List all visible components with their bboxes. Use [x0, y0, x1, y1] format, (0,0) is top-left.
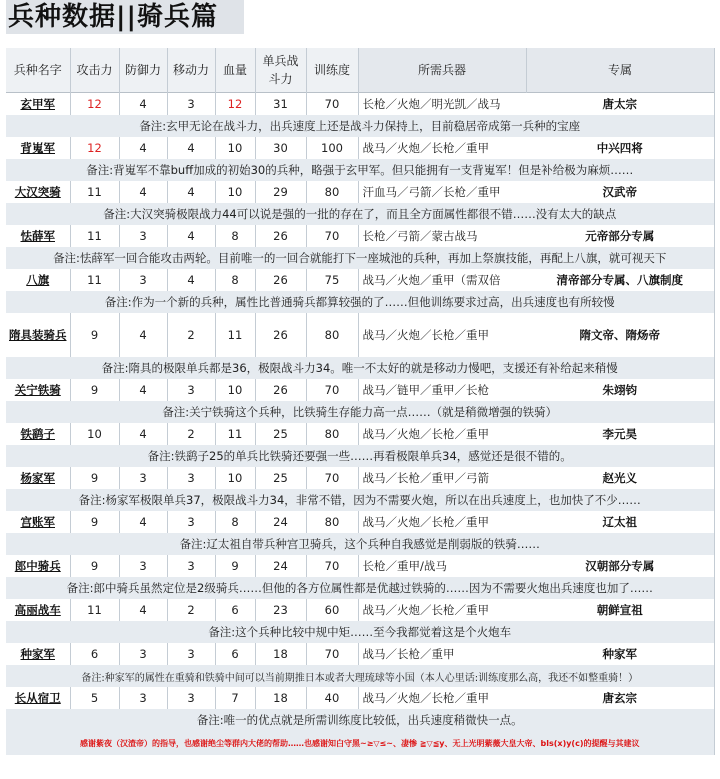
defense-value: 3	[119, 555, 167, 577]
header-mobility: 移动力	[167, 48, 215, 93]
training-value: 60	[306, 599, 358, 621]
hp-value: 8	[215, 511, 255, 533]
exclusive-value: 李元昊	[526, 423, 714, 445]
unit-note: 备注:背嵬军不靠buff加成的初始30的兵种，略强于玄甲军。但只能拥有一支背嵬军！但是补给极为麻烦……	[6, 159, 714, 181]
training-value: 70	[306, 555, 358, 577]
note-row	[6, 247, 714, 269]
defense-value: 4	[119, 379, 167, 401]
attack-value: 9	[70, 313, 119, 357]
training-value: 75	[306, 269, 358, 291]
weapons-value: 战马／火炮／长枪／重甲	[358, 137, 526, 159]
note-row	[6, 203, 714, 225]
unit-name: 郎中骑兵	[6, 555, 70, 577]
unit-power-value: 25	[255, 467, 306, 489]
unit-name: 长从宿卫	[6, 687, 70, 709]
training-value: 80	[306, 511, 358, 533]
unit-note: 备注:怯薛军一回合能攻击两轮。目前唯一的一回合就能打下一座城池的兵种，再加上祭旗技能，再配上八旗，就可视天下	[6, 247, 714, 269]
unit-note: 备注:郎中骑兵虽然定位是2级骑兵……但他的各方位属性都是优越过铁骑的……因为不需要火炮出兵速度也加了……	[6, 577, 714, 599]
training-value: 70	[306, 93, 358, 116]
unit-row	[6, 93, 714, 116]
table-header	[6, 48, 714, 93]
weapons-value: 战马／火炮／重甲（需双倍	[358, 269, 526, 291]
weapons-value: 战马／火炮／长枪／重甲	[358, 313, 526, 357]
footer-row	[6, 731, 714, 755]
unit-power-value: 24	[255, 511, 306, 533]
unit-note: 备注:铁鹞子25的单兵比铁骑还要强一些……再看极限单兵34，感觉还是很不错的。	[6, 445, 714, 467]
unit-power-value: 18	[255, 643, 306, 665]
attack-value: 9	[70, 555, 119, 577]
training-value: 70	[306, 379, 358, 401]
weapons-value: 战马／火炮／长枪／重甲	[358, 423, 526, 445]
attack-value: 11	[70, 181, 119, 203]
defense-value: 3	[119, 269, 167, 291]
weapons-value: 长枪／重甲/战马	[358, 555, 526, 577]
weapons-value: 战马／长枪／重甲／弓箭	[358, 467, 526, 489]
weapons-value: 战马／链甲／重甲／长枪	[358, 379, 526, 401]
defense-value: 4	[119, 93, 167, 116]
unit-name: 关宁铁骑	[6, 379, 70, 401]
unit-name: 八旗	[6, 269, 70, 291]
note-row	[6, 489, 714, 511]
weapons-value: 长枪／弓箭／蒙古战马	[358, 225, 526, 247]
mobility-value: 3	[167, 643, 215, 665]
unit-power-value: 18	[255, 687, 306, 709]
unit-row	[6, 555, 714, 577]
mobility-value: 4	[167, 269, 215, 291]
unit-table	[6, 48, 715, 755]
unit-row	[6, 599, 714, 621]
weapons-value: 汗血马／弓箭／长枪／重甲	[358, 181, 526, 203]
unit-name: 杨家军	[6, 467, 70, 489]
exclusive-value: 朝鲜宣祖	[526, 599, 714, 621]
training-value: 40	[306, 687, 358, 709]
attack-value: 6	[70, 643, 119, 665]
training-value: 70	[306, 643, 358, 665]
attack-value: 11	[70, 269, 119, 291]
unit-row	[6, 181, 714, 203]
hp-value: 6	[215, 599, 255, 621]
unit-power-value: 23	[255, 599, 306, 621]
exclusive-value: 元帝部分专属	[526, 225, 714, 247]
unit-row	[6, 269, 714, 291]
header-name: 兵种名字	[6, 48, 70, 93]
unit-name: 背嵬军	[6, 137, 70, 159]
attack-value: 12	[70, 137, 119, 159]
unit-row	[6, 313, 714, 357]
exclusive-value: 朱翊钧	[526, 379, 714, 401]
unit-name: 种家军	[6, 643, 70, 665]
unit-power-value: 25	[255, 423, 306, 445]
mobility-value: 4	[167, 181, 215, 203]
attack-value: 10	[70, 423, 119, 445]
note-row	[6, 357, 714, 379]
exclusive-value: 唐太宗	[526, 93, 714, 116]
note-row	[6, 159, 714, 181]
training-value: 100	[306, 137, 358, 159]
training-value: 70	[306, 467, 358, 489]
exclusive-value: 清帝部分专属、八旗制度	[526, 269, 714, 291]
training-value: 80	[306, 423, 358, 445]
unit-row	[6, 687, 714, 709]
hp-value: 10	[215, 379, 255, 401]
defense-value: 4	[119, 599, 167, 621]
note-row	[6, 621, 714, 643]
unit-note: 备注:种家军的属性在重骑和铁骑中间可以当前期推日本或者大理琉球等小国（本人心里话:训练度那么高，我还不如整重骑！）	[6, 665, 714, 687]
weapons-value: 战马／火炮／长枪／重甲	[358, 599, 526, 621]
unit-power-value: 29	[255, 181, 306, 203]
unit-note: 备注:辽太祖自带兵种宫卫骑兵，这个兵种自我感觉是削弱版的铁骑……	[6, 533, 714, 555]
mobility-value: 3	[167, 555, 215, 577]
unit-note: 备注:唯一的优点就是所需训练度比较低，出兵速度稍微快一点。	[6, 709, 714, 731]
header-attack: 攻击力	[70, 48, 119, 93]
unit-name: 宫账军	[6, 511, 70, 533]
unit-note: 备注:这个兵种比较中规中矩……至今我都觉着这是个火炮车	[6, 621, 714, 643]
hp-value: 11	[215, 313, 255, 357]
header-training: 训练度	[306, 48, 358, 93]
weapons-value: 长枪／火炮／明光凯／战马	[358, 93, 526, 116]
header-hp: 血量	[215, 48, 255, 93]
weapons-value: 战马／长枪／重甲	[358, 643, 526, 665]
note-row	[6, 291, 714, 313]
hp-value: 6	[215, 643, 255, 665]
unit-row	[6, 137, 714, 159]
unit-note: 备注:作为一个新的兵种，属性比普通骑兵都算较强的了……但他训练要求过高，出兵速度也有所较慢	[6, 291, 714, 313]
unit-row	[6, 467, 714, 489]
note-row	[6, 115, 714, 137]
note-row	[6, 533, 714, 555]
hp-value: 8	[215, 225, 255, 247]
training-value: 80	[306, 313, 358, 357]
unit-power-value: 30	[255, 137, 306, 159]
attack-value: 12	[70, 93, 119, 116]
mobility-value: 3	[167, 687, 215, 709]
attack-value: 9	[70, 467, 119, 489]
attack-value: 9	[70, 379, 119, 401]
unit-power-value: 26	[255, 313, 306, 357]
mobility-value: 3	[167, 511, 215, 533]
defense-value: 4	[119, 423, 167, 445]
exclusive-value: 辽太祖	[526, 511, 714, 533]
defense-value: 4	[119, 137, 167, 159]
unit-row	[6, 225, 714, 247]
unit-note: 备注:杨家军极限单兵37，极限战斗力34，非常不错，因为不需要火炮，所以在出兵速度上，也加快了不少……	[6, 489, 714, 511]
unit-row	[6, 379, 714, 401]
header-unit-power-line1: 单兵战	[262, 54, 299, 68]
defense-value: 4	[119, 181, 167, 203]
exclusive-value: 中兴四将	[526, 137, 714, 159]
exclusive-value: 种家军	[526, 643, 714, 665]
unit-name: 隋具装骑兵	[6, 313, 70, 357]
training-value: 70	[306, 225, 358, 247]
unit-power-value: 26	[255, 225, 306, 247]
unit-name: 大汉突骑	[6, 181, 70, 203]
note-row	[6, 445, 714, 467]
unit-row	[6, 643, 714, 665]
unit-name: 玄甲军	[6, 93, 70, 116]
mobility-value: 3	[167, 467, 215, 489]
defense-value: 3	[119, 643, 167, 665]
attack-value: 9	[70, 511, 119, 533]
unit-power-value: 26	[255, 379, 306, 401]
attack-value: 11	[70, 225, 119, 247]
unit-power-value: 24	[255, 555, 306, 577]
header-defense: 防御力	[119, 48, 167, 93]
attack-value: 5	[70, 687, 119, 709]
exclusive-value: 汉朝部分专属	[526, 555, 714, 577]
hp-value: 10	[215, 137, 255, 159]
mobility-value: 2	[167, 313, 215, 357]
exclusive-value: 隋文帝、隋炀帝	[526, 313, 714, 357]
hp-value: 11	[215, 423, 255, 445]
unit-note: 备注:玄甲无论在战斗力，出兵速度上还是战斗力保持上，目前稳居帝成第一兵种的宝座	[6, 115, 714, 137]
unit-power-value: 26	[255, 269, 306, 291]
exclusive-value: 汉武帝	[526, 181, 714, 203]
unit-note: 备注:大汉突骑极限战力44可以说是强的一批的存在了，而且全方面属性都很不错……没有太大的缺点	[6, 203, 714, 225]
header-weapons: 所需兵器	[358, 48, 526, 93]
mobility-value: 2	[167, 599, 215, 621]
unit-row	[6, 423, 714, 445]
mobility-value: 3	[167, 379, 215, 401]
footer-credits: 感谢紫夜（汉渣帝）的指导，也感谢绝尘等群内大佬的帮助……也感谢知白守黑~≥▽≤~、凄惨 ≧▽≦y、无上光明紫薇大皇大帝、bls(x)y(c)的提醒与其建议	[6, 731, 714, 755]
note-row	[6, 709, 714, 731]
mobility-value: 4	[167, 137, 215, 159]
training-value: 80	[306, 181, 358, 203]
attack-value: 11	[70, 599, 119, 621]
hp-value: 10	[215, 181, 255, 203]
hp-value: 10	[215, 467, 255, 489]
exclusive-value: 唐玄宗	[526, 687, 714, 709]
note-row	[6, 665, 714, 687]
weapons-value: 战马／火炮／长枪／重甲	[358, 687, 526, 709]
defense-value: 3	[119, 225, 167, 247]
defense-value: 4	[119, 511, 167, 533]
hp-value: 7	[215, 687, 255, 709]
mobility-value: 2	[167, 423, 215, 445]
hp-value: 9	[215, 555, 255, 577]
defense-value: 4	[119, 313, 167, 357]
note-row	[6, 577, 714, 599]
mobility-value: 3	[167, 93, 215, 116]
header-exclusive: 专属	[526, 48, 714, 93]
unit-row	[6, 511, 714, 533]
weapons-value: 战马／火炮／长枪／重甲	[358, 511, 526, 533]
unit-note: 备注:关宁铁骑这个兵种，比铁骑生存能力高一点……（就是稍微增强的铁骑）	[6, 401, 714, 423]
defense-value: 3	[119, 467, 167, 489]
unit-name: 高丽战车	[6, 599, 70, 621]
header-unit-power	[255, 48, 306, 93]
defense-value: 3	[119, 687, 167, 709]
unit-power-value: 31	[255, 93, 306, 116]
hp-value: 12	[215, 93, 255, 116]
unit-note: 备注:隋具的极限单兵都是36，极限战斗力34。唯一不太好的就是移动力慢吧，支援还有补给起来稍慢	[6, 357, 714, 379]
mobility-value: 4	[167, 225, 215, 247]
hp-value: 8	[215, 269, 255, 291]
header-unit-power-line2: 斗力	[268, 72, 293, 86]
exclusive-value: 赵光义	[526, 467, 714, 489]
note-row	[6, 401, 714, 423]
unit-name: 铁鹞子	[6, 423, 70, 445]
unit-name: 怯薛军	[6, 225, 70, 247]
page-title: 兵种数据||骑兵篇	[6, 0, 244, 34]
